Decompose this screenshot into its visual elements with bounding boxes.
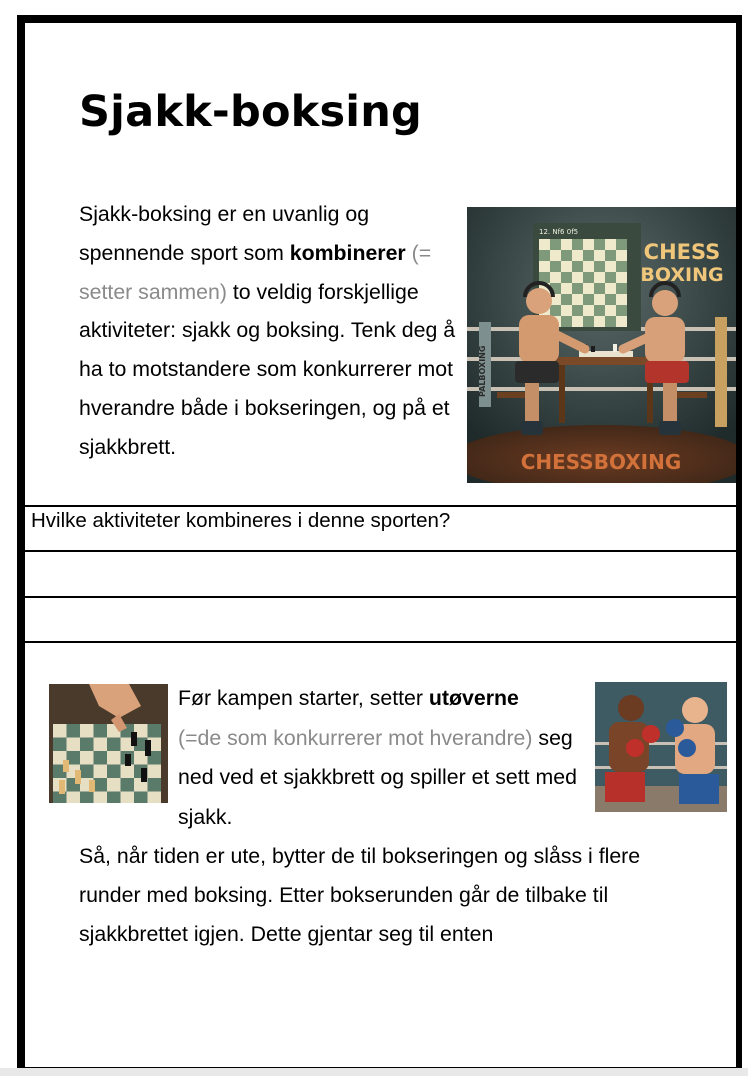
floor-text: CHESSBOXING — [520, 450, 682, 474]
answer-line[interactable] — [25, 550, 736, 552]
intro-gloss: (= setter sammen) — [79, 240, 432, 304]
poster-text-line2: BOXING — [640, 264, 724, 286]
small-chessboard — [53, 724, 161, 803]
section2-gloss: (=de som konkurrerer mot hverandre) — [178, 725, 533, 750]
boxing-match-image — [595, 682, 727, 812]
ring-side-text: PALBOXING — [478, 345, 487, 397]
section2-paragraph — [178, 679, 588, 837]
page-title: Sjakk-boksing — [79, 87, 423, 137]
section2-text-end: seg ned ved et sjakkbrett og spiller et sett med sjakk. — [178, 725, 577, 829]
section2-key-term: utøverne — [428, 686, 519, 710]
worksheet-page — [17, 15, 742, 1075]
intro-key-term: kombinerer — [289, 240, 406, 265]
intro-text-end: to veldig forskjellige aktiviteter: sjakk og boksing. Tenk deg å ha to motstandere som konkurrerer mot hverandre både i bokseringen, og på et sjakkbrett. — [79, 279, 456, 459]
section3-paragraph: Så, når tiden er ute, bytter de til bokseringen og slåss i flere runder med boksing. Etter bokserunden går de tilbake til sjakkbrettet igjen. Dette gjentar seg til enten — [79, 844, 641, 946]
wall-chessboard — [539, 239, 627, 327]
board-notation: 12. Nf6 0f5 — [539, 228, 579, 236]
poster-text-line1: CHESS — [643, 240, 721, 264]
section2-text-start: Før kampen starter, setter — [178, 686, 429, 710]
intro-text-start: Sjakk-boksing er en uvanlig og spennende sport som — [79, 202, 370, 265]
chessboxing-illustration — [467, 207, 736, 483]
chess-move-image — [49, 684, 168, 803]
rule-line — [25, 505, 736, 507]
question-prompt: Hvilke aktiviteter kombineres i denne sporten? — [31, 509, 451, 532]
intro-paragraph — [79, 195, 459, 467]
page-bottom-edge — [0, 1068, 748, 1076]
answer-line[interactable] — [25, 641, 736, 643]
answer-line[interactable] — [25, 596, 736, 598]
